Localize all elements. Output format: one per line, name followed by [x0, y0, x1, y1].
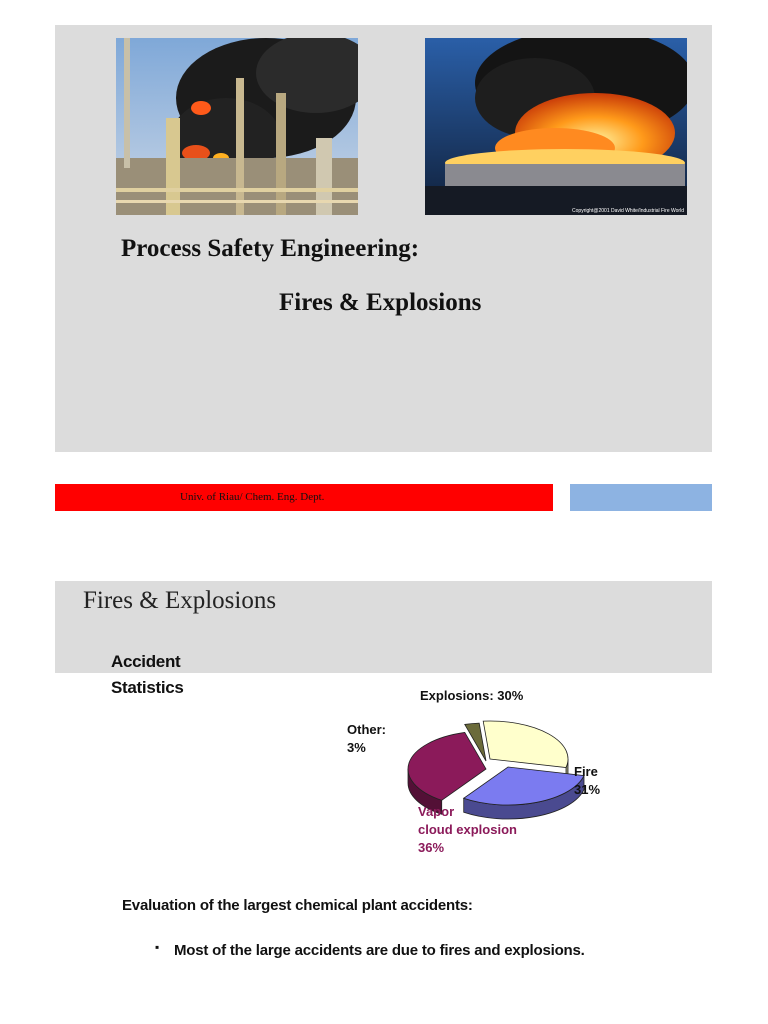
accident-pie-chart	[330, 680, 630, 860]
pie-label-fire-1: 31%	[574, 782, 601, 797]
slide-title-line1: Process Safety Engineering:	[121, 235, 420, 262]
evaluation-heading: Evaluation of the largest chemical plant accidents:	[122, 897, 473, 914]
pie-slice-explosions	[483, 721, 568, 768]
bullet-text: Most of the large accidents are due to fires and explosions.	[174, 942, 585, 959]
footer-bar-red	[55, 484, 553, 511]
pie-label-vapor-2: 36%	[418, 840, 445, 855]
pie-label-fire-0: Fire	[574, 764, 598, 779]
accident-statistics-label	[111, 649, 184, 701]
accident-label-line2: Statistics	[111, 678, 184, 697]
pie-label-vapor-0: Vapor	[418, 804, 455, 819]
pie-label-other-0: Other:	[347, 722, 386, 737]
photo-caption: Copyright@2001 David White/Industrial Fire World	[572, 208, 684, 214]
slide-title-line2: Fires & Explosions	[279, 289, 482, 316]
bullet-marker: ▪	[155, 940, 160, 954]
tank-fire-photo	[425, 38, 687, 215]
footer-bar-blue	[570, 484, 712, 511]
title-slide	[55, 25, 712, 452]
slide-title: Fires & Explosions	[83, 587, 277, 614]
accident-label-line1: Accident	[111, 652, 181, 671]
pie-tops	[408, 721, 584, 805]
pie-label-explosions-0: Explosions: 30%	[420, 688, 524, 703]
pie-label-other-1: 3%	[347, 740, 366, 755]
refinery-fire-photo	[116, 38, 358, 215]
footer-text: Univ. of Riau/ Chem. Eng. Dept.	[180, 491, 325, 503]
pie-label-vapor-1: cloud explosion	[418, 822, 517, 837]
